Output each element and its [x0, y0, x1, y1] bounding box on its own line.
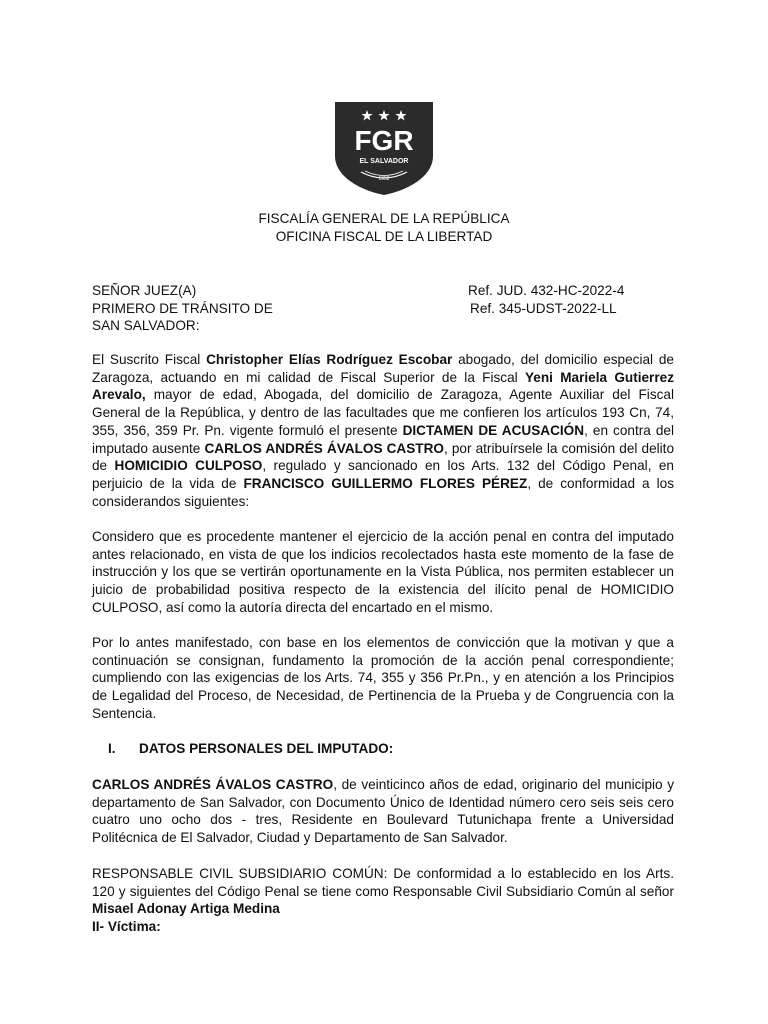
logo-subtext: EL SALVADOR	[359, 158, 409, 165]
fundamento-paragraph: Por lo antes manifestado, con base en los elementos de convicción que la motivan y que a continuación se consignan, fundamento la promoción de la acción penal correspondiente; cumpliendo con las exigencias de los Arts. 74, 355 y 356 Pr.Pn., y en atención a los Principios de Legalidad del Proceso, de Necesidad, de Pertinencia de la Prueba y de Congruencia con la Sentencia.	[92, 635, 674, 721]
considero-paragraph: Considero que es procedente mantener el ejercicio de la acción penal en contra del imputado antes relacionado, en vista de que los indicios recolectados hasta este momento de la fase de instrucción y los que se vertirán oportunamente en la Vista Pública, nos permiten establecer un juicio de probabilidad positiva respecto de la existencia del ilícito penal de HOMICIDIO CULPOSO, así como la autoría directa del encartado en el mismo.	[92, 529, 674, 615]
header-line-1: FISCALÍA GENERAL DE LA REPÚBLICA	[258, 211, 510, 226]
victima-name: FRANCISCO GUILLERMO FLORES PÉREZ	[243, 475, 528, 491]
imputado-paragraph: CARLOS ANDRÉS ÁVALOS CASTRO, de veinticinco años de edad, originario del municipio y departamento de San Salvador, con Documento Único de Identidad número cero seis seis cero cuatro uno ocho dos - tres, Residente en Boulevard Tutunichapa frente a Universidad Politécnica de El Salvador, Ciudad y Departamento de San Salvador.	[92, 777, 675, 846]
section-number: I.	[108, 741, 116, 756]
fiscal-auxiliar-name: Yeni Mariela Gutierrez Arevalo,	[92, 369, 674, 403]
reference-2: Ref. 345-UDST-2022-LL	[470, 301, 617, 316]
addressee-line-3: SAN SALVADOR:	[92, 318, 200, 333]
section-heading-2: II- Víctima:	[92, 919, 161, 934]
responsable-paragraph: RESPONSABLE CIVIL SUBSIDIARIO COMÚN: De conformidad a lo establecido en los Arts. 120 y siguientes del Código Penal se tiene como Responsable Civil Subsidiario Común al señor Misael Adonay Artiga Medina	[92, 866, 674, 917]
imputado-name: CARLOS ANDRÉS ÁVALOS CASTRO	[204, 440, 445, 456]
logo-year: 1952	[378, 176, 390, 182]
responsable-name: Misael Adonay Artiga Medina	[92, 901, 280, 917]
fgr-logo	[331, 100, 437, 196]
fiscal-name: Christopher Elías Rodríguez Escobar	[206, 352, 453, 367]
logo-text: FGR	[354, 125, 414, 156]
shield-logo-icon	[331, 100, 437, 196]
imputado-name-bold: CARLOS ANDRÉS ÁVALOS CASTRO	[92, 777, 334, 792]
header-line-2: OFICINA FISCAL DE LA LIBERTAD	[275, 229, 493, 244]
section-heading-1	[108, 740, 393, 758]
reference-1: Ref. JUD. 432-HC-2022-4	[468, 283, 625, 298]
section-title: DATOS PERSONALES DEL IMPUTADO:	[139, 741, 394, 756]
addressee-line-1: SEÑOR JUEZ(A)	[92, 283, 197, 298]
addressee-line-2: PRIMERO DE TRÁNSITO DE	[92, 301, 273, 316]
dictamen-title: DICTAMEN DE ACUSACIÓN	[402, 422, 585, 438]
delito-name: HOMICIDIO CULPOSO	[114, 458, 263, 474]
intro-paragraph: El Suscrito Fiscal Christopher Elías Rodríguez Escobar abogado, del domicilio especial de Zaragoza, actuando en mi calidad de Fiscal Superior de la Fiscal Yeni Mariela Gutierrez Arevalo, mayor de edad, Abogada, del domicilio de Zaragoza, Agente Auxiliar del Fiscal General de la República, y dentro de las facultades que me confieren los artículos 193 Cn, 74, 355, 356, 359 Pr. Pn. vigente formuló el presente DICTAMEN DE ACUSACIÓN, en contra del imputado ausente CARLOS ANDRÉS ÁVALOS CASTRO, por atribuírsele la comisión del delito de HOMICIDIO CULPOSO, regulado y sancionado en los Arts. 132 del Código Penal, en perjuicio de la vida de FRANCISCO GUILLERMO FLORES PÉREZ, de conformidad a los considerandos siguientes:	[92, 352, 675, 509]
